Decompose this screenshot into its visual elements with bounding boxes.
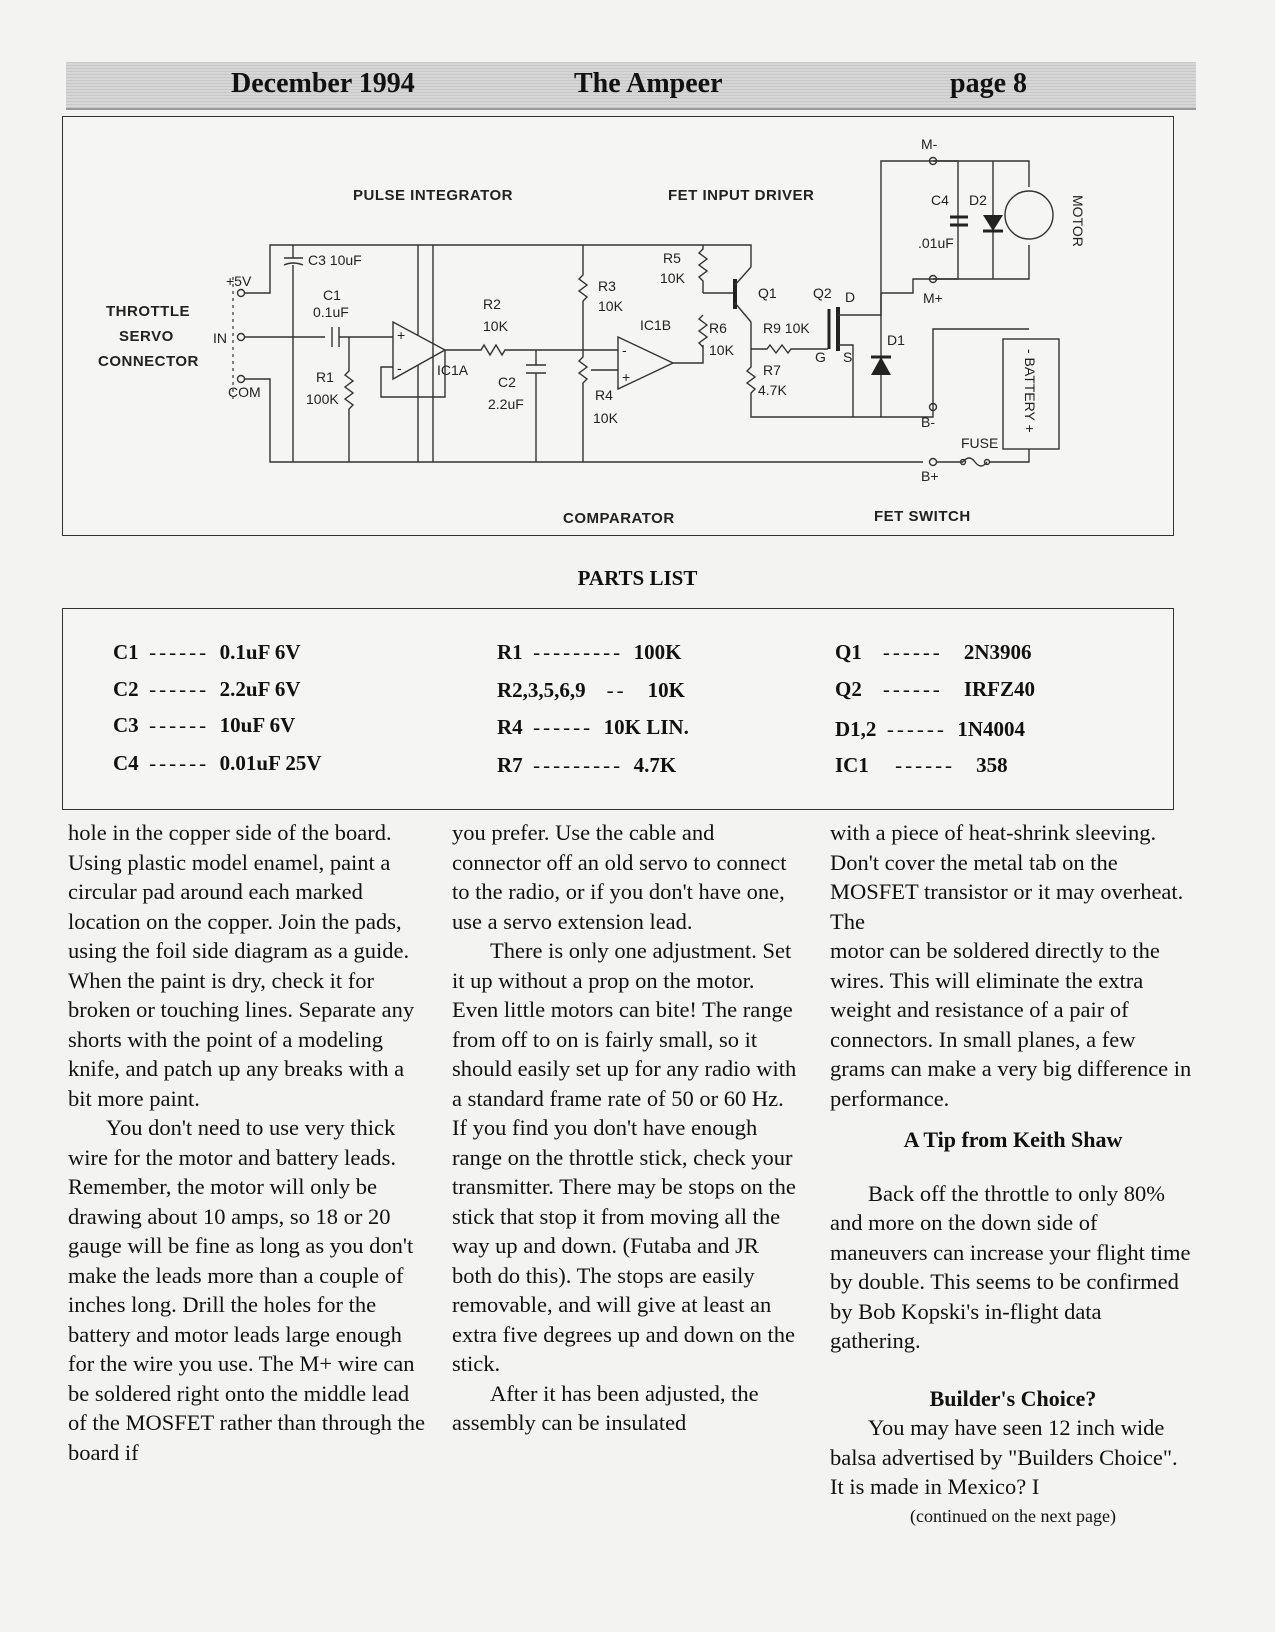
label-b-plus: B+: [921, 468, 939, 484]
label-ic1b-minus: -: [622, 342, 627, 358]
label-r9: R9 10K: [763, 320, 810, 336]
part-row: R2,3,5,6,9 -- 10K: [497, 678, 686, 702]
schematic-svg: [63, 117, 1173, 535]
label-r7-val: 4.7K: [758, 382, 787, 398]
motor-icon: [1005, 191, 1053, 239]
label-r2: R2: [483, 296, 501, 312]
label-r5-val: 10K: [660, 270, 685, 286]
label-ic1b: IC1B: [640, 317, 672, 333]
article-column-3: [830, 818, 1196, 1531]
paragraph: Back off the throttle to only 80% and more on the down side of maneuvers can increase your flight time by double. This seems to be confirmed by Bob Kopski's in-flight data gathering.: [830, 1180, 1191, 1353]
label-m-minus: M-: [921, 136, 938, 152]
label-c2-val: 2.2uF: [488, 396, 524, 412]
paragraph: hole in the copper side of the board. Using plastic model enamel, paint a circular pad around each marked location on the copper. Join the pads, using the foil side diagram as a guide. When the paint is dry, check it for broken or touching lines. Separate any shorts with the point of a modeling knife, and patch up any breaks with a bit more paint.: [68, 820, 415, 1111]
paragraph: There is only one adjustment. Set it up without a prop on the motor. Even little motors can bite! The range from off to on is fairly small, so it should easily set up for any radio with a standard frame rate of 50 or 60 Hz. If you find you don't have enough range on the throttle stick, check your transmitter. There may be stops on the stick that stop it from moving all the way up and down. (Futaba and JR both do this). The stops are easily removable, and will give at least an extra five degrees up and down on the stick.: [452, 938, 797, 1376]
paragraph: with a piece of heat-shrink sleeving. Don't cover the metal tab on the MOSFET transistor or it may overheat. The: [830, 820, 1184, 934]
label-s: S: [843, 349, 853, 365]
label-fet-input-driver: FET INPUT DRIVER: [668, 187, 815, 204]
paragraph: You may have seen 12 inch wide balsa advertised by "Builders Choice". It is made in Mexico? I: [830, 1415, 1178, 1499]
label-ic1a: IC1A: [437, 362, 469, 378]
label-r4-val: 10K: [593, 410, 618, 426]
continued-note: (continued on the next page): [910, 1505, 1116, 1526]
label-d1: D1: [887, 332, 905, 348]
pin-in: [238, 334, 245, 341]
label-throttle: THROTTLE: [106, 303, 190, 320]
label-servo: SERVO: [119, 328, 174, 345]
part-row: C4 ------ 0.01uF 25V: [113, 751, 322, 775]
label-g: G: [815, 349, 826, 365]
part-row: C3 ------ 10uF 6V: [113, 713, 296, 737]
schematic-diagram: [62, 116, 1174, 536]
article-column-2: [452, 818, 804, 1438]
label-comparator: COMPARATOR: [563, 510, 675, 527]
part-row: IC1 ------ 358: [835, 753, 1008, 777]
part-row: C1 ------ 0.1uF 6V: [113, 640, 301, 664]
page-header: [66, 62, 1196, 110]
label-5v: +5V: [226, 273, 252, 289]
label-b-minus: B-: [921, 414, 935, 430]
label-c4-val: .01uF: [918, 235, 954, 251]
part-row: D1,2 ------ 1N4004: [835, 717, 1026, 741]
part-row: Q2 ------ IRFZ40: [835, 677, 1035, 701]
label-d2: D2: [969, 192, 987, 208]
header-date: December 1994: [231, 68, 415, 99]
label-m-plus: M+: [923, 290, 943, 306]
label-fet-switch: FET SWITCH: [874, 508, 971, 525]
paragraph: After it has been adjusted, the assembly can be insulated: [452, 1380, 759, 1435]
paragraph: motor can be soldered directly to the wires. This will eliminate the extra weight and resistance of a pair of connectors. In small planes, a few grams can make a very big difference in performance.: [830, 938, 1192, 1111]
label-r1: R1: [316, 369, 334, 385]
header-title: The Ampeer: [574, 68, 723, 99]
label-q1: Q1: [758, 285, 777, 301]
label-r3: R3: [598, 278, 616, 294]
label-ic1a-plus: +: [397, 327, 406, 343]
tip-heading: A Tip from Keith Shaw: [903, 1127, 1123, 1152]
part-row: C2 ------ 2.2uF 6V: [113, 677, 301, 701]
label-r7: R7: [763, 362, 781, 378]
paragraph: You don't need to use very thick wire for the motor and battery leads. Remember, the motor will only be drawing about 10 amps, so 18 or 20 gauge will be fine as long as you don't make the leads more than a couple of inches long. Drill the holes for the battery and motor leads large enough for the wire you use. The M+ wire can be soldered right onto the middle lead of the MOSFET rather than through the board if: [68, 1115, 426, 1465]
label-pulse-integrator: PULSE INTEGRATOR: [353, 187, 513, 204]
label-connector: CONNECTOR: [98, 353, 199, 370]
label-r5: R5: [663, 250, 681, 266]
label-r3-val: 10K: [598, 298, 623, 314]
label-battery: - BATTERY +: [1022, 349, 1038, 433]
header-page-number: page 8: [950, 68, 1027, 99]
pin-com: [238, 376, 245, 383]
label-com: COM: [228, 384, 261, 400]
pin-5v: [238, 290, 245, 297]
label-r1-val: 100K: [306, 391, 339, 407]
part-row: Q1 ------ 2N3906: [835, 640, 1032, 664]
label-r2-val: 10K: [483, 318, 508, 334]
label-r6: R6: [709, 320, 727, 336]
builders-choice-heading: Builder's Choice?: [929, 1385, 1097, 1411]
label-in: IN: [213, 330, 227, 346]
label-d: D: [845, 289, 856, 305]
label-ic1b-plus: +: [622, 369, 631, 385]
part-row: R7 --------- 4.7K: [497, 753, 677, 777]
paragraph: you prefer. Use the cable and connector off an old servo to connect to the radio, or if you don't have one, use a servo extension lead.: [452, 820, 787, 934]
label-fuse: FUSE: [961, 435, 999, 451]
label-c2: C2: [498, 374, 516, 390]
label-motor: MOTOR: [1070, 195, 1086, 247]
part-row: R4 ------ 10K LIN.: [497, 715, 689, 739]
label-q2: Q2: [813, 285, 832, 301]
label-c4: C4: [931, 192, 949, 208]
label-r4: R4: [595, 387, 613, 403]
label-c1-val: 0.1uF: [313, 304, 349, 320]
label-ic1a-minus: -: [397, 360, 402, 376]
parts-list-title: PARTS LIST: [577, 566, 698, 590]
label-c3: C3 10uF: [308, 252, 362, 268]
label-c1: C1: [323, 287, 341, 303]
label-r6-val: 10K: [709, 342, 734, 358]
article-column-1: [68, 818, 426, 1467]
parts-list: [62, 608, 1174, 810]
part-row: R1 --------- 100K: [497, 640, 682, 664]
